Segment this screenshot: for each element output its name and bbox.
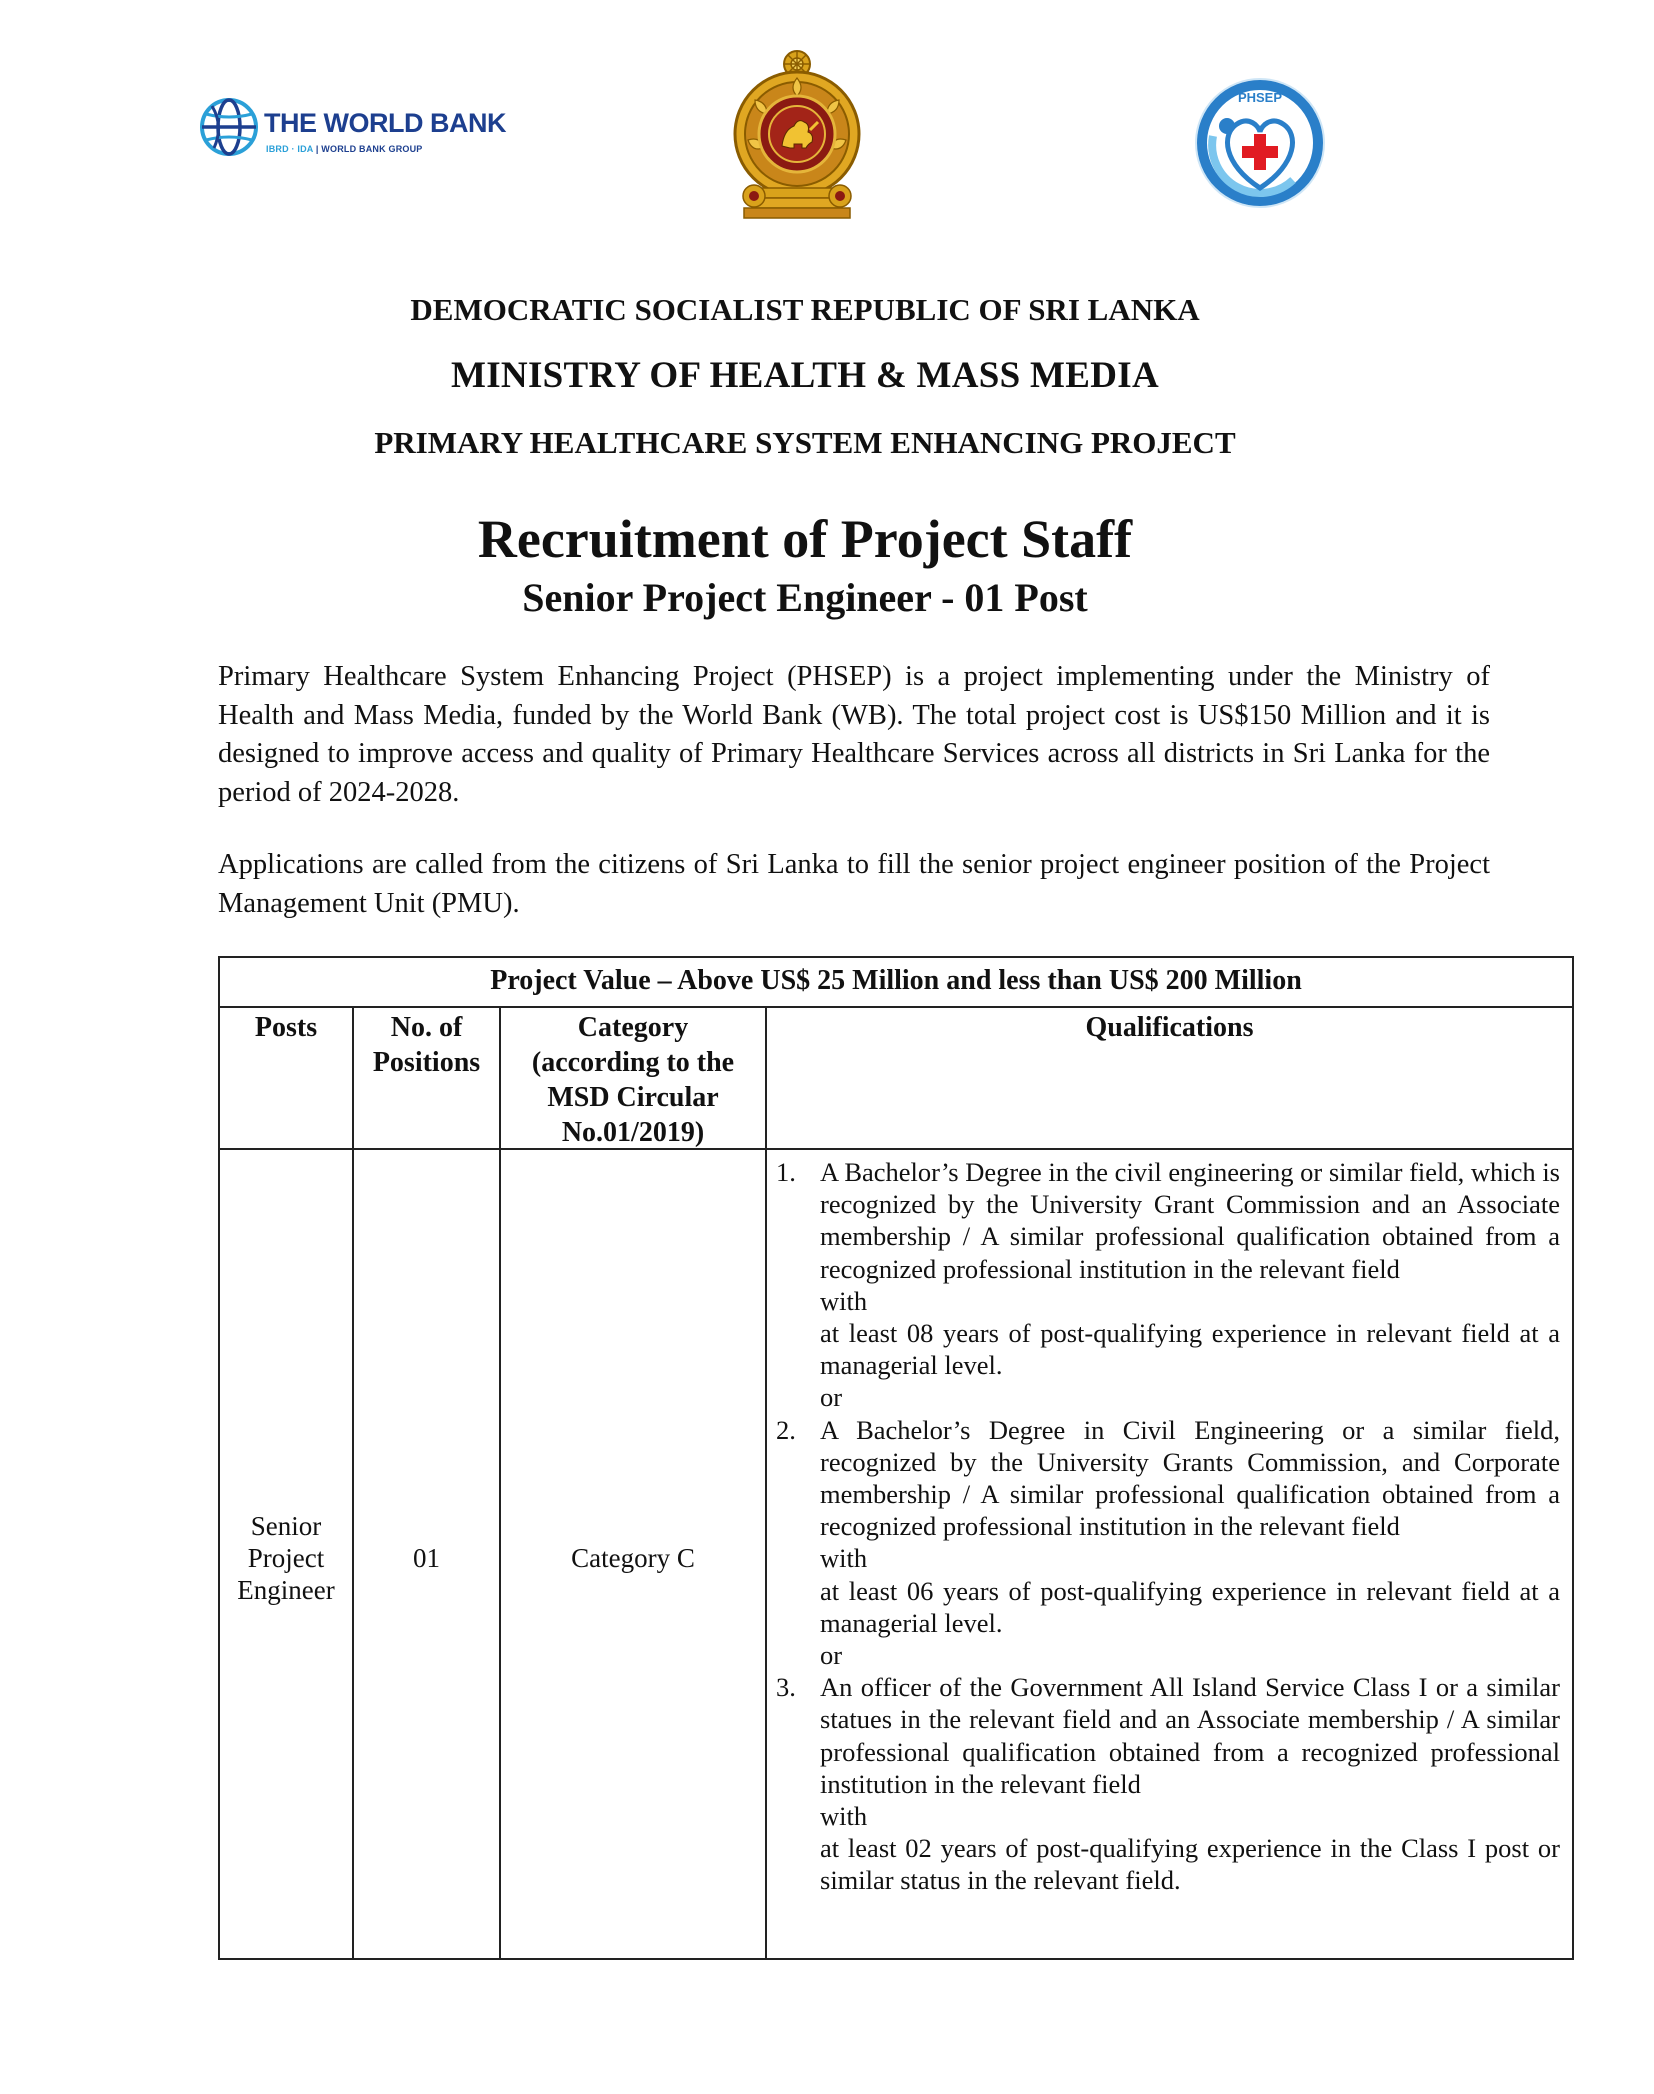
heart-cross-icon xyxy=(1193,76,1327,210)
cell-positions: 01 xyxy=(413,1543,440,1573)
post-title: Senior Project Engineer - 01 Post xyxy=(522,575,1088,620)
qualification-with: with xyxy=(820,1543,868,1574)
world-bank-subtitle: IBRD · IDA | WORLD BANK GROUP xyxy=(266,144,423,154)
header-positions xyxy=(354,1010,499,1080)
globe-icon xyxy=(198,96,260,158)
cell-post xyxy=(220,1510,352,1606)
recruitment-title: Recruitment of Project Staff xyxy=(477,509,1133,569)
header-posts xyxy=(220,1010,352,1045)
header-posts-label: Posts xyxy=(254,1012,318,1043)
qualification-item xyxy=(776,1414,1560,1672)
phsep-logo xyxy=(1193,76,1327,210)
qualification-item xyxy=(776,1671,1560,1896)
qualifications-list xyxy=(776,1156,1560,1897)
sri-lanka-emblem-icon xyxy=(730,48,864,228)
world-bank-title: THE WORLD BANK xyxy=(264,108,506,138)
header-category-line: MSD Circular xyxy=(547,1082,719,1113)
qualification-with: with xyxy=(820,1285,868,1316)
header-category-line: Category xyxy=(577,1012,689,1043)
world-bank-subtitle-group: WORLD BANK GROUP xyxy=(321,144,423,154)
cell-post-line: Engineer xyxy=(237,1575,335,1605)
header-qualifications xyxy=(767,1010,1572,1045)
qualification-experience: at least 06 years of post-qualifying experience in relevant field at a managerial level. xyxy=(820,1575,1560,1638)
header-category xyxy=(501,1010,765,1150)
table-divider xyxy=(765,1007,767,1958)
ministry-heading: MINISTRY OF HEALTH & MASS MEDIA xyxy=(451,355,1159,396)
qualification-experience: at least 08 years of post-qualifying experience in relevant field at a managerial level. xyxy=(820,1318,1560,1381)
country-heading: DEMOCRATIC SOCIALIST REPUBLIC OF SRI LANKA xyxy=(410,292,1200,327)
world-bank-logo xyxy=(190,86,545,196)
qualification-experience: at least 02 years of post-qualifying experience in the Class I post or similar status in the relevant field. xyxy=(820,1833,1560,1896)
qualification-text: An officer of the Government All Island Service Class I or a similar statues in the relevant field and an Associate membership / A similar professional qualification obtained from a recognized professional institution in the relevant field xyxy=(820,1672,1560,1799)
table-divider xyxy=(352,1007,354,1958)
qualification-connector: or xyxy=(820,1640,843,1671)
header-category-line: No.01/2019) xyxy=(561,1117,705,1148)
qualification-item xyxy=(776,1156,1560,1414)
cell-post-line: Project xyxy=(247,1543,325,1573)
qualification-number: 3. xyxy=(776,1672,796,1703)
qualification-text: A Bachelor’s Degree in Civil Engineering or a similar field, recognized by the University Grants Commission, and Corporate membership / A similar professional qualification obtained from a recognized professional institution in the relevant field xyxy=(820,1414,1560,1542)
intro-paragraph-2: Applications are called from the citizens of Sri Lanka to fill the senior project engineer position of the Project Management Unit (PMU). xyxy=(218,849,1490,919)
qualification-number: 2. xyxy=(776,1414,796,1445)
header-positions-line: Positions xyxy=(372,1047,481,1078)
cell-post-line: Senior xyxy=(250,1511,322,1541)
qualification-with: with xyxy=(820,1801,868,1832)
qualification-number: 1. xyxy=(776,1157,796,1187)
qualification-text: A Bachelor’s Degree in the civil engineering or similar field, which is recognized by the University Grant Commission and an Associate membership / A similar professional qualification obtained from a recognized professional institution in the relevant field xyxy=(820,1157,1560,1284)
phsep-logo-text: PHSEP xyxy=(1237,90,1283,105)
qualifications-table xyxy=(218,956,1574,1960)
table-caption: Project Value – Above US$ 25 Million and less than US$ 200 Million xyxy=(490,965,1302,996)
world-bank-subtitle-ibrd: IBRD · IDA xyxy=(266,144,314,154)
header-qualifications-label: Qualifications xyxy=(1085,1012,1254,1043)
intro-paragraph-1: Primary Healthcare System Enhancing Project (PHSEP) is a project implementing under the Ministry of Health and Mass Media, funded by the World Bank (WB). The total project cost is US$150 Million and it is designed to improve access and quality of Primary Healthcare Services across all districts in Sri Lanka for the period of 2024-2028. xyxy=(218,661,1490,808)
project-heading: PRIMARY HEALTHCARE SYSTEM ENHANCING PROJECT xyxy=(374,425,1236,460)
table-divider xyxy=(220,1148,1572,1150)
cell-category: Category C xyxy=(571,1543,695,1573)
header-category-line: (according to the xyxy=(531,1047,735,1078)
header-positions-line: No. of xyxy=(390,1012,463,1043)
qualification-connector: or xyxy=(820,1382,843,1413)
